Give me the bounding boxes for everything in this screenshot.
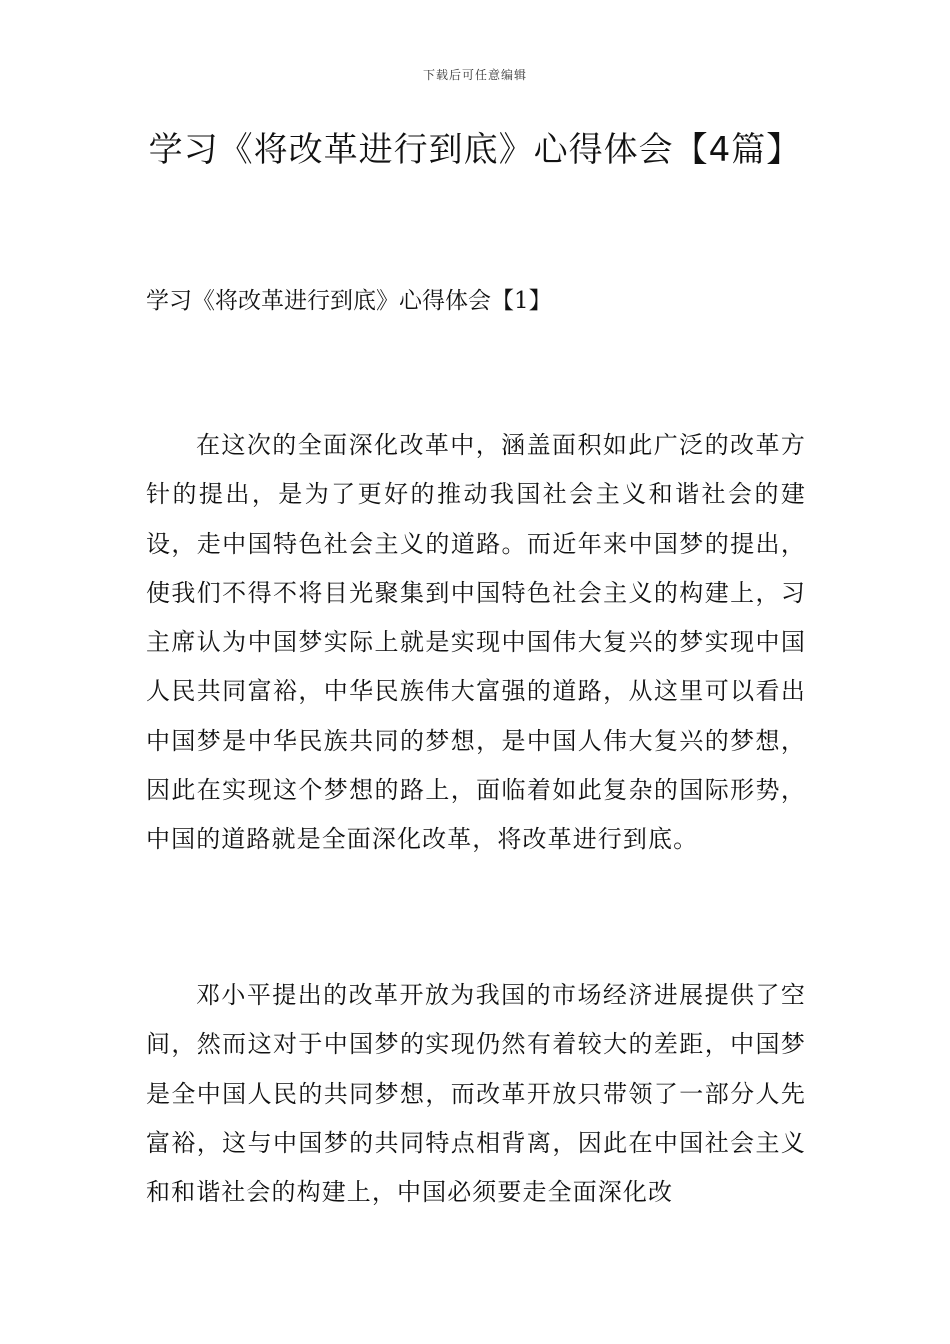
body-paragraph-1: 在这次的全面深化改革中，涵盖面积如此广泛的改革方针的提出，是为了更好的推动我国社会主义和谐社会的建设，走中国特色社会主义的道路。而近年来中国梦的提出，使我们不得不将目光聚集到中国特色社会主义的构建上，习主席认为中国梦实际上就是实现中国伟大复兴的梦实现中国人民共同富裕，中华民族伟大富强的道路，从这里可以看出中国梦是中华民族共同的梦想，是中国人伟大复兴的梦想，因此在实现这个梦想的路上，面临着如此复杂的国际形势，中国的道路就是全面深化改革，将改革进行到底。 <box>146 431 806 854</box>
document-title: 学习《将改革进行到底》心得体会【4篇】 <box>148 130 802 170</box>
header-note: 下载后可任意编辑 <box>422 68 527 82</box>
body-paragraph-2: 邓小平提出的改革开放为我国的市场经济进展提供了空间，然而这对于中国梦的实现仍然有着较大的差距，中国梦是全中国人民的共同梦想，而改革开放只带领了一部分人先富裕，这与中国梦的共同特点相背离，因此在中国社会主义和和谐社会的构建上，中国必须要走全面深化改 <box>146 981 806 1207</box>
section-heading: 学习《将改革进行到底》心得体会【1】 <box>146 288 552 314</box>
